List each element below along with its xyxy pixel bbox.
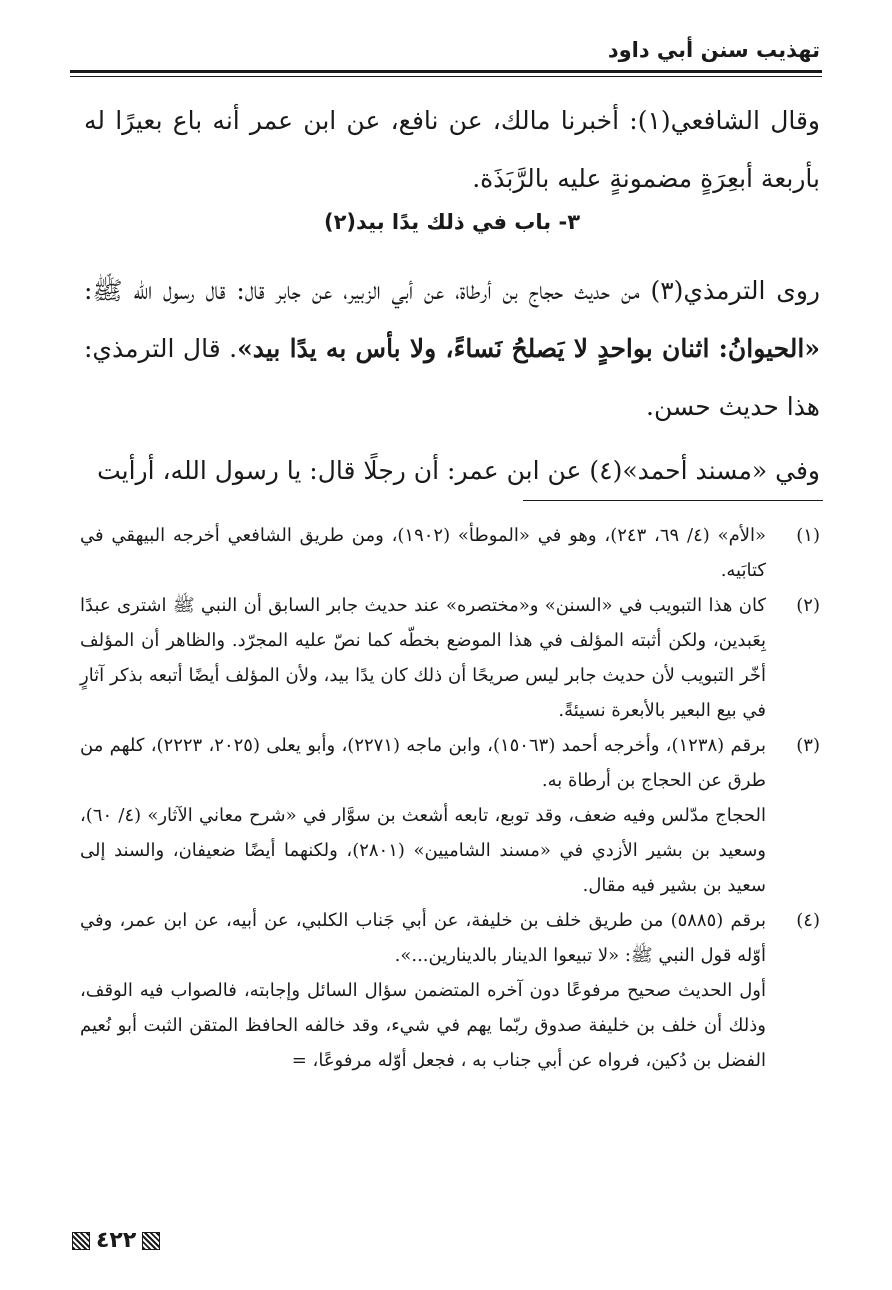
footnote-2 [80,588,820,728]
ornament-icon [142,1232,160,1250]
main-text-continued [84,262,820,500]
main-text [84,92,820,208]
hadith-quote: «الحيوانُ: اثنان بواحدٍ لا يَصلحُ نَساءً، ولا بأس به يدًا بيد» [237,334,820,363]
footnote-text: كان هذا التبويب في «السنن» و«مختصره» عند حديث جابر السابق أن النبي ﷺ اشترى عبدًا بِعَبدين، ولكن أثبته المؤلف في هذا الموضع بخطّه كما نصّ عليه المجرّد. والظاهر أن المؤلف أخّر التبويب لأن حديث جابر ليس صريحًا أن ذلك كان يدًا بيد، ولأن المؤلف أيضًا أتبعه بذكر آثارٍ في بيع البعير بالأبعرة نسيئةً. [80,595,766,721]
footnote-number: (١) [796,525,820,546]
header-rule-thin [70,76,822,77]
footnote-text-continued: الحجاج مدّلس وفيه ضعف، وقد توبع، تابعه أشعث بن سوَّار في «شرح معاني الآثار» (٤/ ٦٠)، وسعيد بن بشير الأزدي في «مسند الشاميين» (٢٨٠١)، ولكنهما أيضًا ضعيفان، والسند إلى سعيد بن بشير فيه مقال. [80,805,766,896]
chapter-heading: ٣- باب في ذلك يدًا بيد(٢) [323,210,581,234]
running-title: تهذيب سنن أبي داود [607,38,820,62]
ornament-icon [72,1232,90,1250]
footnote-text: «الأم» (٤/ ٦٩، ٢٤٣)، وهو في «الموطأ» (١٩٠٢)، ومن طريق الشافعي أخرجه البيهقي في كتابَيه. [80,525,767,581]
footnote-text: برقم (٥٨٨٥) من طريق خلف بن خليفة، عن أبي جَناب الكلبي، عن أبيه، عن ابن عمر، وفي أوّله قول النبي ﷺ: «لا تبيعوا الدينار بالدينارين...». [80,910,766,966]
paragraph-musnad: وفي «مسند أحمد»(٤) عن ابن عمر: أن رجلًا قال: يا رسول الله، أرأيت [97,456,820,485]
footnote-number: (٤) [796,910,820,931]
paragraph-shafii: وقال الشافعي(١): أخبرنا مالك، عن نافع، عن ابن عمر أنه باع بعيرًا له بأربعة أبعِرَةٍ مضمونةٍ عليه بالرَّبَذَة. [84,106,820,193]
header-rule-thick [70,70,822,73]
footnote-number: (٢) [796,595,820,616]
footnote-number: (٣) [796,735,820,756]
footnote-text-continued: أول الحديث صحيح مرفوعًا دون آخره المتضمن سؤال السائل وإجابته، فالصواب فيه الوقف، وذلك أن خلف بن خليفة صدوق ربّما يهم في شيء، وقد خالفه الحافظ المتقن الثبت أبو نُعيم الفضل بن دُكين، فرواه عن أبي جناب به ، فجعل أوّله مرفوعًا، = [80,980,766,1071]
footnote-4 [80,903,820,1078]
footnote-3 [80,728,820,903]
footnote-1 [80,518,820,588]
footnotes [80,518,820,1078]
paragraph-tirmidhi-grade: . قال الترمذي: هذا حديث حسن. [84,334,820,421]
page-number: ٤٢٢ [96,1228,137,1253]
page-number-box [72,1228,160,1253]
paragraph-tirmidhi-intro: روى الترمذي(٣) من حديث حجاج بن أرطاة، عن أبي الزبير، عن جابر قال: قال رسول الله ﷺ: [84,276,820,305]
footnote-text: برقم (١٢٣٨)، وأخرجه أحمد (١٥٠٦٣)، وابن ماجه (٢٢٧١)، وأبو يعلى (٢٠٢٥، ٢٢٢٣)، كلهم من طرق عن الحجاج بن أرطاة به. [80,735,766,791]
footnote-separator [523,500,823,501]
paragraph-tirmidhi [84,262,820,436]
